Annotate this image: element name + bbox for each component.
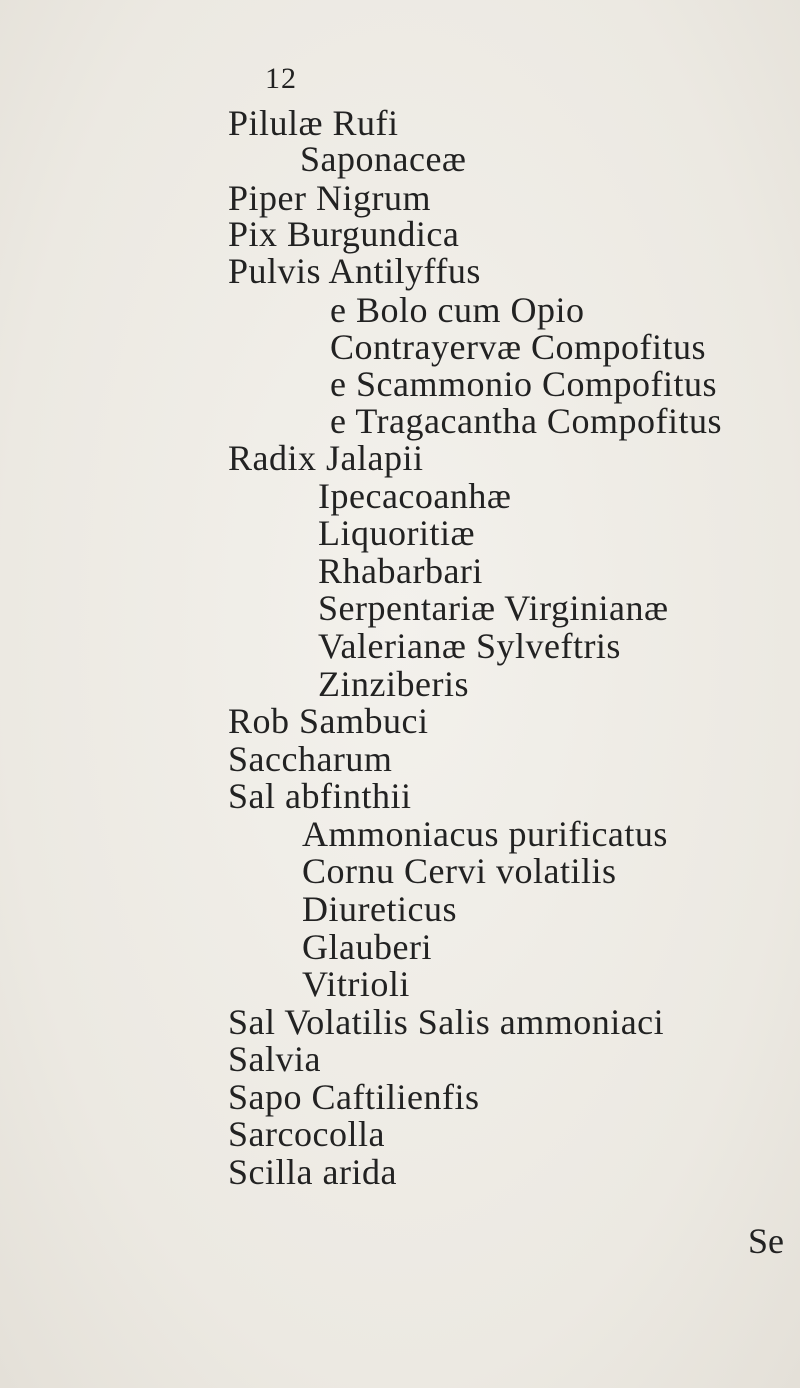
entry-line: Diureticus — [302, 889, 457, 929]
entry-line: Serpentariæ Virginianæ — [318, 588, 669, 628]
entry-line: Rhabarbari — [318, 551, 483, 591]
entry-line: Sal Volatilis Salis ammoniaci — [228, 1002, 665, 1042]
entry-line: Glauberi — [302, 927, 432, 967]
entry-line: Pilulæ Rufi — [228, 103, 399, 143]
entry-line: Radix Jalapii — [228, 438, 424, 478]
entry-line: Ipecacoanhæ — [318, 476, 512, 516]
entry-line: Saponaceæ — [300, 139, 467, 179]
entry-line: Vitrioli — [302, 964, 410, 1004]
entry-line: Piper Nigrum — [228, 178, 431, 218]
entry-line: Contrayervæ Compofitus — [330, 327, 706, 367]
entry-line: Valerianæ Sylveftris — [318, 626, 621, 666]
page-number: 12 — [265, 62, 297, 95]
entry-line: Rob Sambuci — [228, 701, 429, 741]
catchword: Se — [748, 1221, 784, 1261]
entry-line: Saccharum — [228, 739, 393, 779]
entry-line: Cornu Cervi volatilis — [302, 851, 617, 891]
entry-line: Sal abfinthii — [228, 776, 412, 816]
entry-line: Sapo Caftilienfis — [228, 1077, 480, 1117]
entry-line: Salvia — [228, 1039, 321, 1079]
entry-line: Sarcocolla — [228, 1114, 385, 1154]
entry-line: e Bolo cum Opio — [330, 290, 585, 330]
entry-line: Zinziberis — [318, 664, 469, 704]
entry-line: Ammoniacus purificatus — [302, 814, 668, 854]
entry-line: e Tragacantha Compofitus — [330, 401, 722, 441]
entry-line: e Scammonio Compofitus — [330, 364, 717, 404]
entry-line: Pix Burgundica — [228, 214, 460, 254]
entry-line: Pulvis Antilyffus — [228, 251, 481, 291]
entry-line: Scilla arida — [228, 1152, 397, 1192]
entry-line: Liquoritiæ — [318, 513, 475, 553]
